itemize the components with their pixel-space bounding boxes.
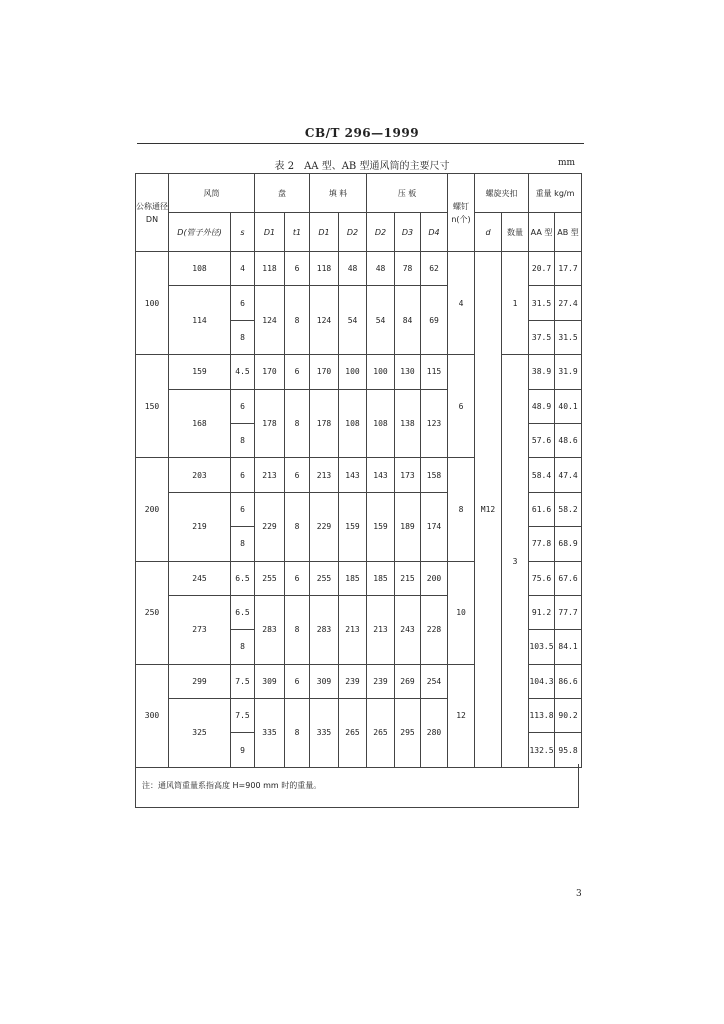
header-clamp-d: d (475, 213, 502, 252)
cell-duct-d: 299 (169, 664, 231, 698)
page-number: 3 (576, 889, 582, 899)
cell-weight-aa: 48.9 (529, 389, 555, 423)
cell-flange-d1: 170 (255, 355, 285, 389)
cell-packing-d2: 100 (339, 355, 367, 389)
cell-plate-d2: 100 (367, 355, 395, 389)
cell-bolt: 6 (448, 355, 475, 458)
cell-weight-ab: 47.4 (555, 458, 582, 492)
cell-weight-aa: 91.2 (529, 595, 555, 629)
cell-plate-d2: 48 (367, 252, 395, 286)
cell-duct-s: 6 (231, 458, 255, 492)
cell-weight-ab: 48.6 (555, 423, 582, 457)
cell-flange-t1: 8 (285, 286, 310, 355)
cell-plate-d4: 228 (421, 595, 448, 664)
cell-weight-ab: 17.7 (555, 252, 582, 286)
header-packing-d1: D1 (310, 213, 339, 252)
cell-packing-d2: 48 (339, 252, 367, 286)
cell-flange-d1: 283 (255, 595, 285, 664)
cell-flange-t1: 8 (285, 492, 310, 561)
cell-weight-aa: 77.8 (529, 527, 555, 561)
cell-packing-d2: 265 (339, 699, 367, 768)
header-flange-t1: t1 (285, 213, 310, 252)
cell-plate-d4: 158 (421, 458, 448, 492)
cell-bolt: 4 (448, 252, 475, 355)
cell-flange-t1: 6 (285, 355, 310, 389)
cell-packing-d1: 335 (310, 699, 339, 768)
cell-plate-d2: 159 (367, 492, 395, 561)
header-screw-clamp: 螺旋夹扣 (475, 174, 529, 213)
cell-plate-d3: 269 (395, 664, 421, 698)
cell-dn: 100 (136, 252, 169, 355)
header-plate-d2: D2 (367, 213, 395, 252)
header-duct: 风筒 (169, 174, 255, 213)
cell-duct-s: 8 (231, 630, 255, 664)
cell-flange-d1: 255 (255, 561, 285, 595)
cell-duct-d: 325 (169, 699, 231, 768)
dimension-table (135, 173, 582, 768)
cell-duct-s: 6 (231, 389, 255, 423)
cell-clamp-qty: 3 (502, 355, 529, 768)
cell-plate-d3: 138 (395, 389, 421, 458)
header-plate-d4: D4 (421, 213, 448, 252)
cell-weight-ab: 68.9 (555, 527, 582, 561)
cell-duct-d: 245 (169, 561, 231, 595)
cell-bolt: 12 (448, 664, 475, 767)
header-plate-d3: D3 (395, 213, 421, 252)
cell-packing-d1: 309 (310, 664, 339, 698)
cell-flange-d1: 213 (255, 458, 285, 492)
cell-weight-aa: 58.4 (529, 458, 555, 492)
cell-plate-d4: 69 (421, 286, 448, 355)
header-weight-ab: AB 型 (555, 213, 582, 252)
cell-duct-s: 8 (231, 423, 255, 457)
cell-plate-d3: 130 (395, 355, 421, 389)
header-duct-d: D(管子外径) (169, 213, 231, 252)
cell-packing-d2: 213 (339, 595, 367, 664)
cell-clamp-d: M12 (475, 252, 502, 768)
cell-weight-aa: 61.6 (529, 492, 555, 526)
cell-weight-aa: 132.5 (529, 733, 555, 767)
cell-plate-d3: 173 (395, 458, 421, 492)
cell-packing-d1: 229 (310, 492, 339, 561)
table-unit: mm (558, 158, 576, 168)
cell-duct-s: 4 (231, 252, 255, 286)
cell-flange-t1: 6 (285, 252, 310, 286)
header-packing-d2: D2 (339, 213, 367, 252)
cell-flange-d1: 335 (255, 699, 285, 768)
cell-duct-d: 108 (169, 252, 231, 286)
cell-duct-d: 273 (169, 595, 231, 664)
cell-duct-s: 7.5 (231, 664, 255, 698)
table-row (136, 355, 582, 389)
cell-weight-aa: 31.5 (529, 286, 555, 320)
cell-dn: 250 (136, 561, 169, 664)
cell-packing-d1: 118 (310, 252, 339, 286)
cell-duct-s: 6.5 (231, 595, 255, 629)
cell-weight-ab: 84.1 (555, 630, 582, 664)
cell-plate-d2: 108 (367, 389, 395, 458)
cell-plate-d3: 243 (395, 595, 421, 664)
cell-plate-d4: 115 (421, 355, 448, 389)
cell-weight-ab: 77.7 (555, 595, 582, 629)
cell-bolt: 8 (448, 458, 475, 561)
cell-plate-d3: 295 (395, 699, 421, 768)
table-body (136, 252, 582, 768)
document-code: CB/T 296—1999 (304, 126, 420, 140)
cell-packing-d1: 213 (310, 458, 339, 492)
cell-packing-d2: 54 (339, 286, 367, 355)
cell-duct-s: 7.5 (231, 699, 255, 733)
cell-plate-d3: 78 (395, 252, 421, 286)
cell-duct-s: 9 (231, 733, 255, 767)
cell-packing-d2: 159 (339, 492, 367, 561)
cell-packing-d2: 143 (339, 458, 367, 492)
cell-duct-s: 6 (231, 286, 255, 320)
cell-plate-d3: 189 (395, 492, 421, 561)
cell-flange-t1: 6 (285, 561, 310, 595)
header-duct-s: s (231, 213, 255, 252)
header-bolt: 螺钉 n(个) (448, 174, 475, 252)
cell-weight-ab: 67.6 (555, 561, 582, 595)
cell-weight-aa: 113.8 (529, 699, 555, 733)
cell-packing-d1: 178 (310, 389, 339, 458)
header-weight: 重量 kg/m (529, 174, 582, 213)
cell-weight-ab: 95.8 (555, 733, 582, 767)
cell-packing-d1: 124 (310, 286, 339, 355)
cell-flange-d1: 124 (255, 286, 285, 355)
cell-weight-aa: 75.6 (529, 561, 555, 595)
header-flange: 盘 (255, 174, 310, 213)
cell-dn: 300 (136, 664, 169, 767)
cell-plate-d3: 215 (395, 561, 421, 595)
header-rule (137, 143, 584, 144)
cell-plate-d4: 62 (421, 252, 448, 286)
cell-weight-ab: 31.9 (555, 355, 582, 389)
cell-clamp-qty: 1 (502, 252, 529, 355)
table-note: 注：通风筒重量系指高度 H=900 mm 时的重量。 (135, 764, 579, 808)
cell-plate-d4: 280 (421, 699, 448, 768)
cell-packing-d2: 185 (339, 561, 367, 595)
header-plate: 压 板 (367, 174, 448, 213)
header-clamp-qty: 数量 (502, 213, 529, 252)
cell-weight-ab: 40.1 (555, 389, 582, 423)
cell-plate-d2: 213 (367, 595, 395, 664)
cell-flange-t1: 6 (285, 664, 310, 698)
header-flange-d1: D1 (255, 213, 285, 252)
cell-flange-t1: 8 (285, 699, 310, 768)
cell-plate-d4: 174 (421, 492, 448, 561)
cell-weight-aa: 104.3 (529, 664, 555, 698)
header-packing: 填 料 (310, 174, 367, 213)
cell-flange-d1: 309 (255, 664, 285, 698)
cell-plate-d2: 54 (367, 286, 395, 355)
cell-packing-d2: 239 (339, 664, 367, 698)
cell-plate-d4: 254 (421, 664, 448, 698)
cell-plate-d2: 185 (367, 561, 395, 595)
cell-weight-ab: 31.5 (555, 320, 582, 354)
cell-plate-d3: 84 (395, 286, 421, 355)
header-dn: 公称通径 DN (136, 174, 169, 252)
cell-duct-d: 114 (169, 286, 231, 355)
cell-plate-d2: 239 (367, 664, 395, 698)
cell-plate-d4: 123 (421, 389, 448, 458)
cell-weight-aa: 38.9 (529, 355, 555, 389)
cell-dn: 150 (136, 355, 169, 458)
table-row (136, 252, 582, 286)
cell-plate-d2: 143 (367, 458, 395, 492)
cell-packing-d1: 283 (310, 595, 339, 664)
cell-flange-d1: 178 (255, 389, 285, 458)
cell-packing-d1: 255 (310, 561, 339, 595)
cell-weight-ab: 27.4 (555, 286, 582, 320)
cell-flange-t1: 8 (285, 595, 310, 664)
cell-plate-d2: 265 (367, 699, 395, 768)
cell-duct-s: 6 (231, 492, 255, 526)
cell-duct-d: 203 (169, 458, 231, 492)
cell-duct-d: 219 (169, 492, 231, 561)
cell-weight-aa: 20.7 (529, 252, 555, 286)
cell-duct-s: 6.5 (231, 561, 255, 595)
cell-duct-d: 168 (169, 389, 231, 458)
cell-flange-t1: 8 (285, 389, 310, 458)
cell-packing-d1: 170 (310, 355, 339, 389)
cell-weight-aa: 37.5 (529, 320, 555, 354)
cell-flange-t1: 6 (285, 458, 310, 492)
cell-duct-s: 4.5 (231, 355, 255, 389)
cell-flange-d1: 229 (255, 492, 285, 561)
cell-bolt: 10 (448, 561, 475, 664)
cell-weight-ab: 90.2 (555, 699, 582, 733)
cell-weight-ab: 86.6 (555, 664, 582, 698)
cell-duct-d: 159 (169, 355, 231, 389)
cell-weight-ab: 58.2 (555, 492, 582, 526)
cell-plate-d4: 200 (421, 561, 448, 595)
cell-dn: 200 (136, 458, 169, 561)
cell-weight-aa: 103.5 (529, 630, 555, 664)
cell-duct-s: 8 (231, 527, 255, 561)
cell-weight-aa: 57.6 (529, 423, 555, 457)
table-caption: 表 2 AA 型、AB 型通风筒的主要尺寸 (274, 161, 450, 172)
cell-duct-s: 8 (231, 320, 255, 354)
cell-flange-d1: 118 (255, 252, 285, 286)
header-weight-aa: AA 型 (529, 213, 555, 252)
cell-packing-d2: 108 (339, 389, 367, 458)
